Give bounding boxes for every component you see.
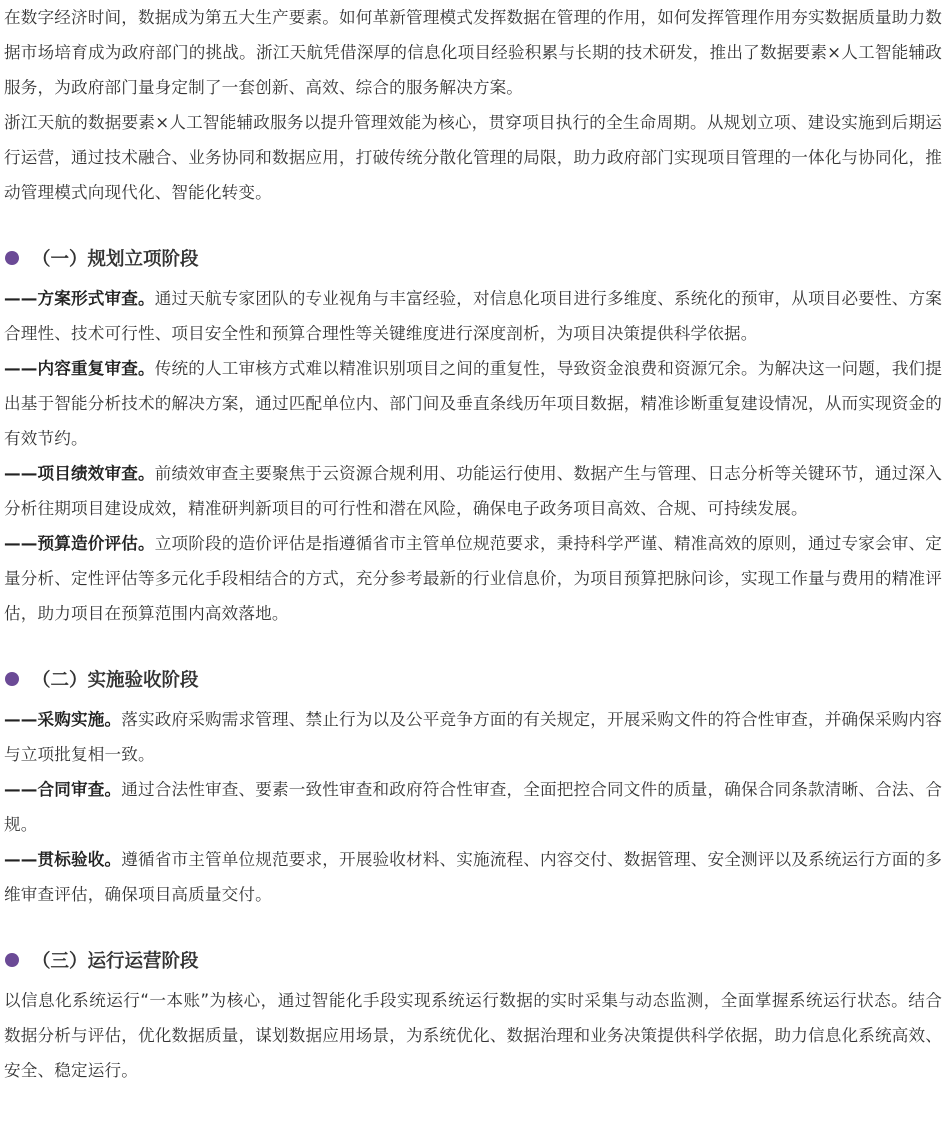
- section-heading: [4, 939, 942, 981]
- section-heading: [4, 237, 942, 279]
- section-item: [4, 281, 942, 351]
- item-text: 通过天航专家团队的专业视角与丰富经验，对信息化项目进行多维度、系统化的预审，从项目必要性、方案合理性、技术可行性、项目安全性和预算合理性等关键维度进行深度剖析，为项目决策提供科学依据。: [4, 289, 942, 343]
- item-lead: ——合同审查。: [4, 780, 122, 799]
- item-lead: ——方案形式审查。: [4, 289, 155, 308]
- item-text: 落实政府采购需求管理、禁止行为以及公平竞争方面的有关规定，开展采购文件的符合性审查，并确保采购内容与立项批复相一致。: [4, 710, 942, 764]
- section-item: [4, 842, 942, 912]
- bullet-dot-icon: [5, 251, 19, 265]
- section-heading: [4, 658, 942, 700]
- section-item: [4, 702, 942, 772]
- bullet-dot-icon: [5, 672, 19, 686]
- item-text: 传统的人工审核方式难以精准识别项目之间的重复性，导致资金浪费和资源冗余。为解决这一问题，我们提出基于智能分析技术的解决方案，通过匹配单位内、部门间及垂直条线历年项目数据，精准诊断重复建设情况，从而实现资金的有效节约。: [4, 359, 942, 448]
- item-text: 立项阶段的造价评估是指遵循省市主管单位规范要求，秉持科学严谨、精准高效的原则，通过专家会审、定量分析、定性评估等多元化手段相结合的方式，充分参考最新的行业信息价，为项目预算把脉问诊，实现工作量与费用的精准评估，助力项目在预算范围内高效落地。: [4, 534, 942, 623]
- item-lead: ——内容重复审查。: [4, 359, 155, 378]
- section-item: [4, 772, 942, 842]
- section-item: [4, 456, 942, 526]
- bullet-dot-icon: [5, 953, 19, 967]
- section-planning: [4, 237, 942, 631]
- item-lead: ——贯标验收。: [4, 850, 122, 869]
- item-lead: ——预算造价评估。: [4, 534, 155, 553]
- item-text: 通过合法性审查、要素一致性审查和政府符合性审查，全面把控合同文件的质量，确保合同条款清晰、合法、合规。: [4, 780, 942, 834]
- item-lead: ——项目绩效审查。: [4, 464, 155, 483]
- intro-paragraph-2: 浙江天航的数据要素×人工智能辅政服务以提升管理效能为核心，贯穿项目执行的全生命周期。从规划立项、建设实施到后期运行运营，通过技术融合、业务协同和数据应用，打破传统分散化管理的局限，助力政府部门实现项目管理的一体化与协同化，推动管理模式向现代化、智能化转变。: [4, 113, 942, 202]
- section-item: [4, 526, 942, 631]
- item-lead: ——采购实施。: [4, 710, 122, 729]
- section-title: （二）实施验收阶段: [32, 670, 199, 691]
- section-item: [4, 351, 942, 456]
- intro-paragraph-1: 在数字经济时间，数据成为第五大生产要素。如何革新管理模式发挥数据在管理的作用，如何发挥管理作用夯实数据质量助力数据市场培育成为政府部门的挑战。浙江天航凭借深厚的信息化项目经验积累与长期的技术研发，推出了数据要素×人工智能辅政服务，为政府部门量身定制了一套创新、高效、综合的服务解决方案。: [4, 8, 942, 97]
- section-title: （一）规划立项阶段: [32, 249, 199, 270]
- section-implementation: [4, 658, 942, 912]
- section-title: （三）运行运营阶段: [32, 951, 199, 972]
- section-body: 以信息化系统运行“一本账”为核心，通过智能化手段实现系统运行数据的实时采集与动态监测，全面掌握系统运行状态。结合数据分析与评估，优化数据质量，谋划数据应用场景，为系统优化、数据治理和业务决策提供科学依据，助力信息化系统高效、安全、稳定运行。: [4, 991, 942, 1080]
- item-text: 前绩效审查主要聚焦于云资源合规利用、功能运行使用、数据产生与管理、日志分析等关键环节，通过深入分析往期项目建设成效，精准研判新项目的可行性和潜在风险，确保电子政务项目高效、合规、可持续发展。: [4, 464, 942, 518]
- item-text: 遵循省市主管单位规范要求，开展验收材料、实施流程、内容交付、数据管理、安全测评以及系统运行方面的多维审查评估，确保项目高质量交付。: [4, 850, 942, 904]
- section-operation: [4, 939, 942, 1088]
